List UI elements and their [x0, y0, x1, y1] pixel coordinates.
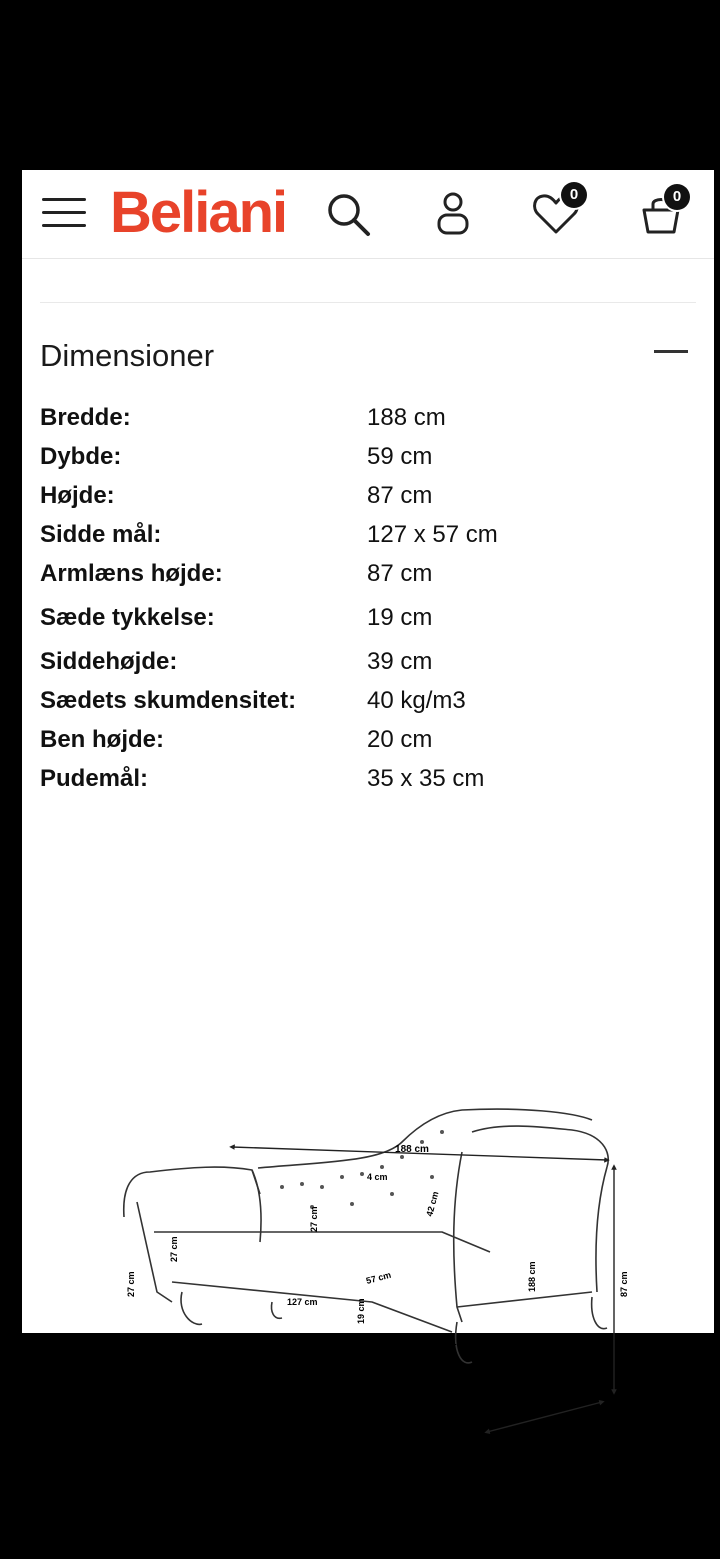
beliani-logo[interactable]: [110, 180, 315, 245]
product-page: [22, 170, 714, 1504]
spec-value: 127 x 57 cm: [367, 521, 498, 548]
brand-name: Beliani: [110, 180, 287, 245]
spec-label: Sædets skumdensitet:: [40, 687, 297, 714]
spec-value: 188 cm: [367, 404, 446, 431]
seat-thickness-label: 19 cm: [356, 1298, 366, 1324]
wishlist-button[interactable]: [530, 188, 582, 240]
tolerance-label: +/- 2 cm: [632, 1494, 666, 1504]
section-title[interactable]: Dimensioner: [40, 338, 215, 373]
cart-count-badge: 0: [664, 184, 690, 210]
hamburger-menu-icon[interactable]: [42, 194, 86, 230]
seat-width-label: 127 cm: [287, 1297, 318, 1307]
spec-value: 40 kg/m3: [367, 687, 466, 714]
spec-value: 35 x 35 cm: [367, 765, 485, 792]
spec-label: Højde:: [40, 482, 115, 509]
leg-height-label: 20 cm: [356, 1348, 366, 1374]
spec-value: 39 cm: [367, 648, 433, 675]
spec-value: 87 cm: [367, 560, 433, 587]
spec-label: Ben højde:: [40, 726, 164, 753]
arm-cushion-label: 27 cm: [169, 1236, 179, 1262]
spec-value: 19 cm: [367, 604, 433, 631]
site-header: [22, 170, 714, 259]
spec-label: Sidde mål:: [40, 521, 162, 548]
back-thickness-label: 4 cm: [367, 1172, 388, 1182]
spec-value: 59 cm: [367, 443, 433, 470]
depth-label: 59 cm: [531, 1423, 560, 1440]
tufting: [280, 1130, 444, 1209]
spec-label: Bredde:: [40, 404, 131, 431]
arm-height-label: 27 cm: [126, 1271, 136, 1297]
spec-label: Sæde tykkelse:: [40, 604, 215, 631]
back-cushion-label: 27 cm: [309, 1206, 319, 1232]
arm-width-label: 11 cm: [447, 1337, 473, 1347]
spec-value: 87 cm: [367, 482, 433, 509]
dimension-lines: [232, 1147, 614, 1432]
cart-button[interactable]: [636, 188, 688, 240]
width-label: 188 cm: [395, 1144, 429, 1155]
spec-label: Dybde:: [40, 443, 122, 470]
wishlist-count-badge: 0: [561, 182, 587, 208]
seat-depth-label: 57 cm: [364, 1269, 393, 1286]
spec-value: 20 cm: [367, 726, 433, 753]
side-height-label: 188 cm: [527, 1261, 537, 1292]
sofa-dimension-diagram: [102, 962, 702, 1504]
collapse-icon[interactable]: [654, 350, 688, 353]
section-divider: [40, 302, 696, 303]
user-icon[interactable]: [427, 188, 479, 240]
spec-label: Armlæns højde:: [40, 560, 223, 587]
total-height-label: 87 cm: [619, 1271, 629, 1297]
spec-label: Siddehøjde:: [40, 648, 178, 675]
search-icon[interactable]: [322, 188, 374, 240]
spec-label: Pudemål:: [40, 765, 149, 792]
back-height-label: 42 cm: [424, 1190, 441, 1218]
